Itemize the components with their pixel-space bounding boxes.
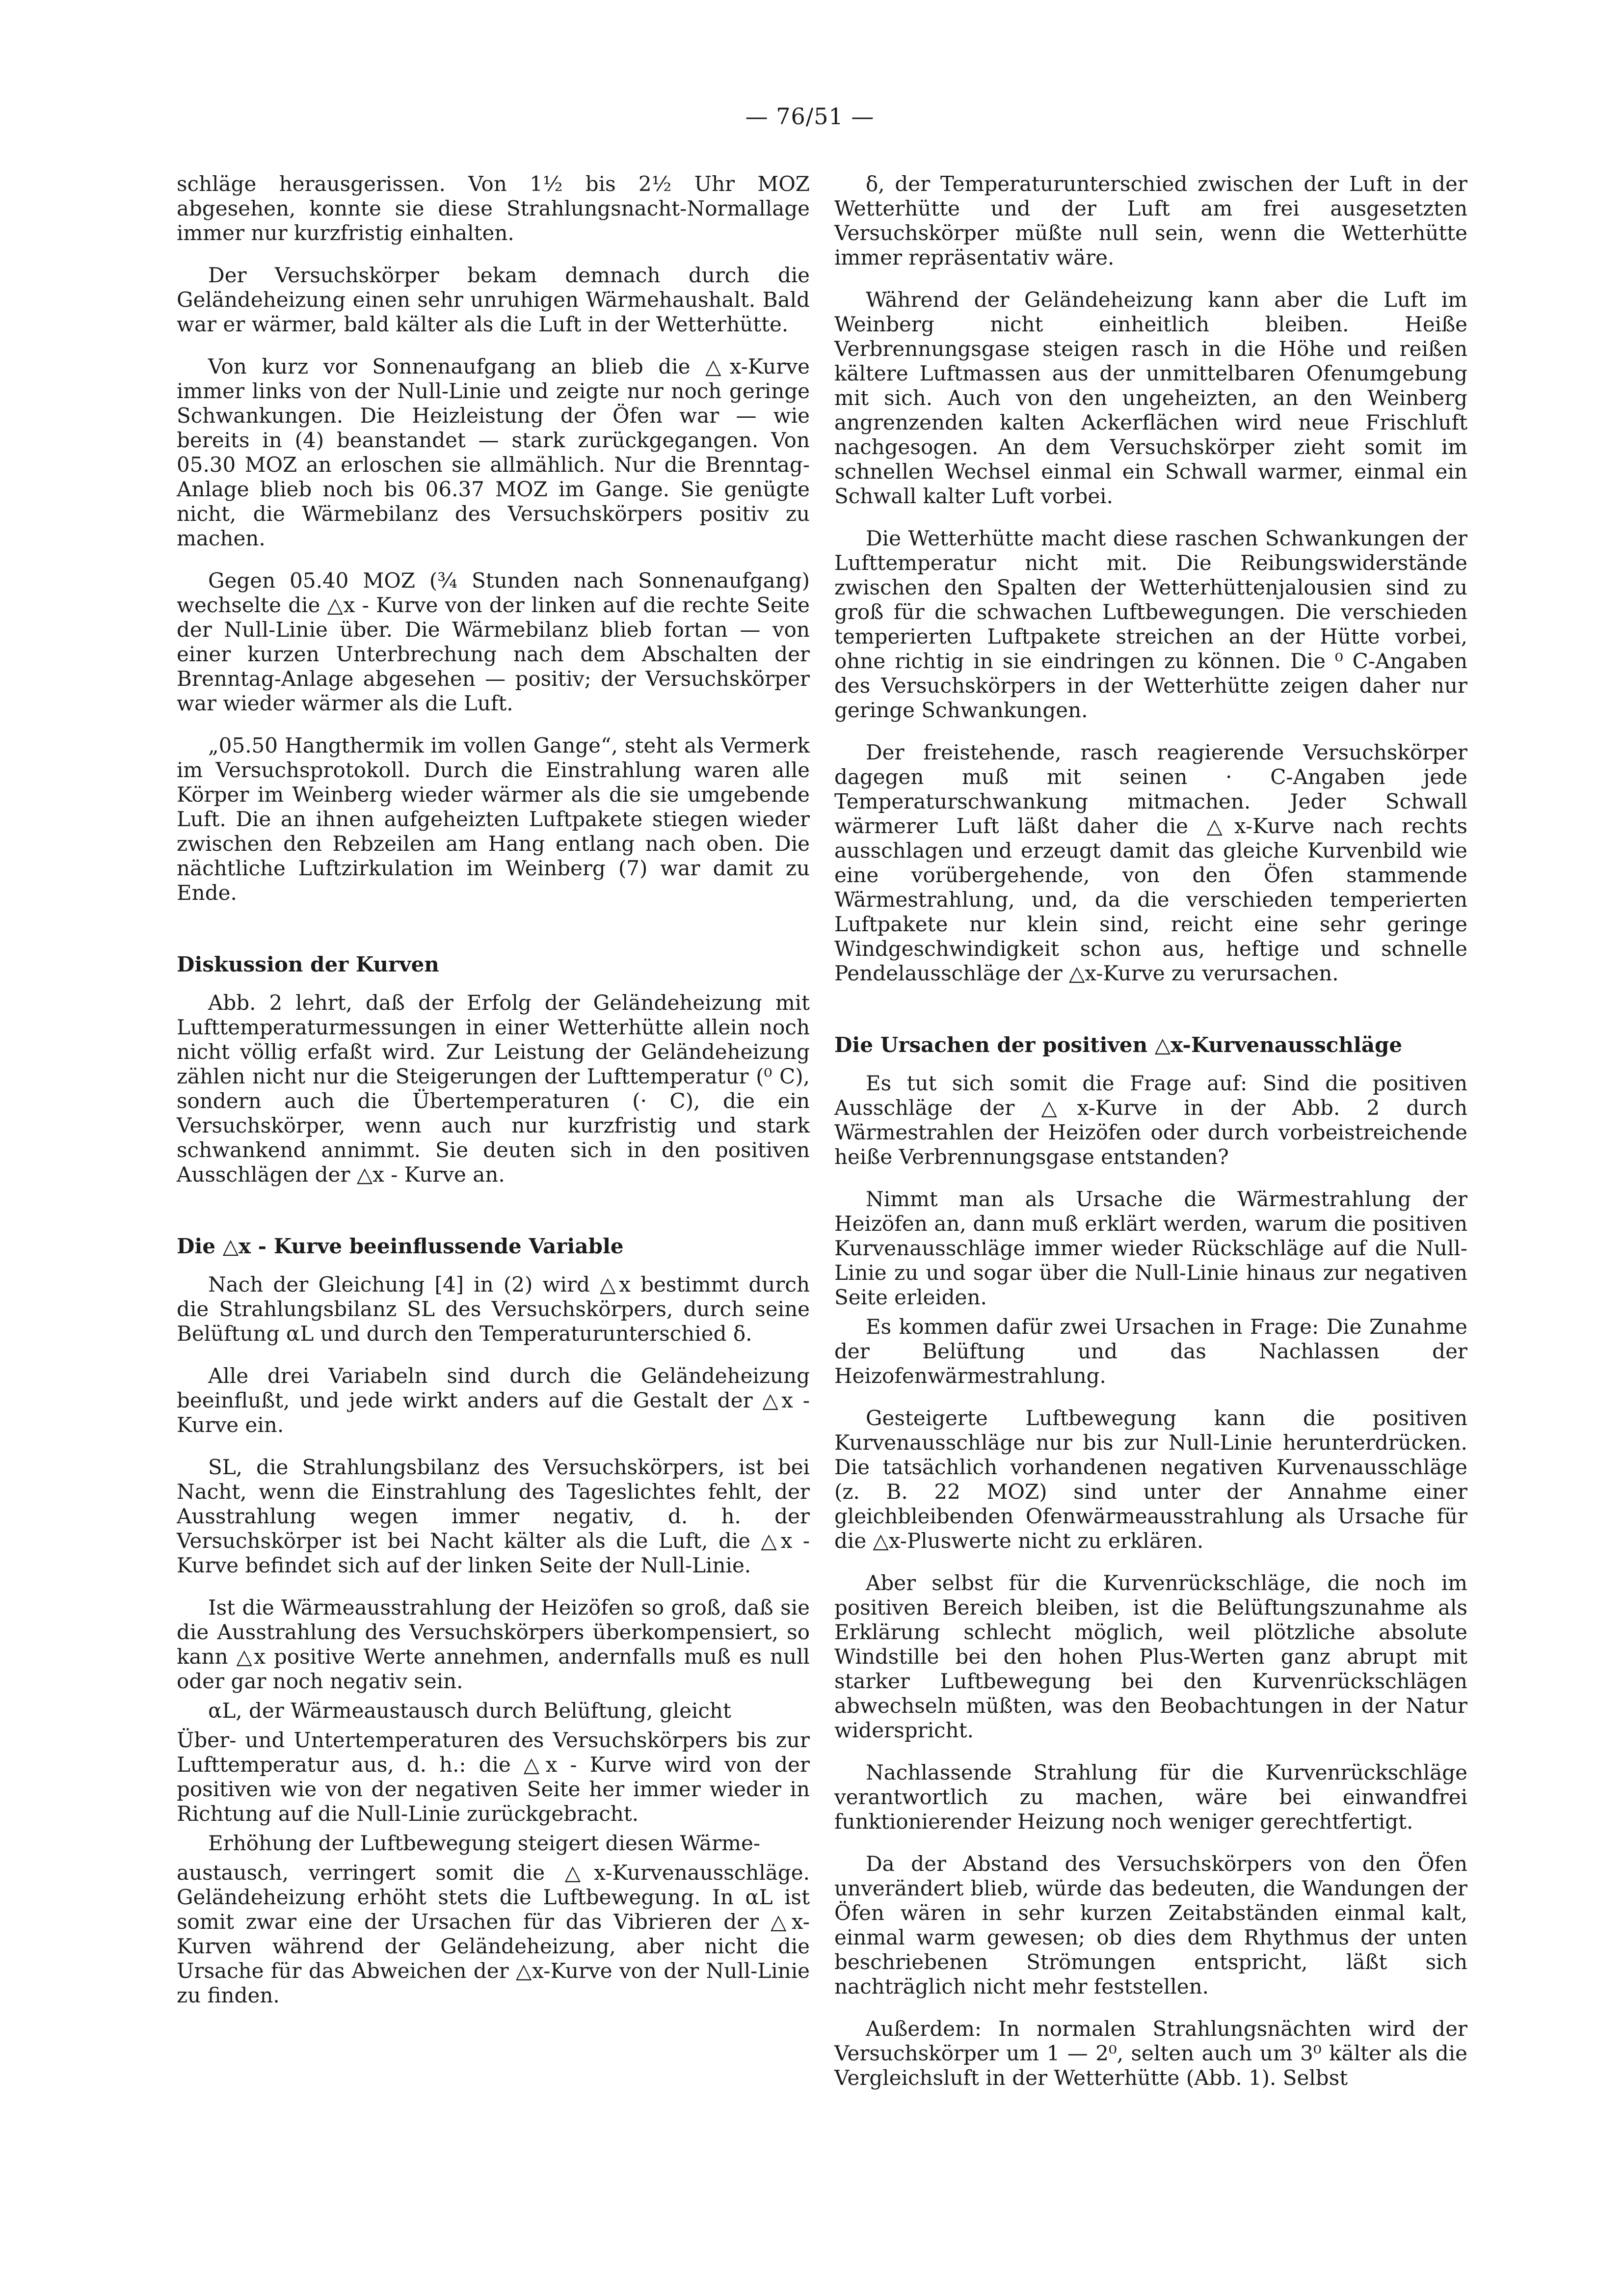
section-heading: Diskussion der Kurven	[177, 952, 439, 976]
paragraph: austausch, verringert somit die △x-Kurvenausschläge. Geländeheizung erhöht stets die Luftbewegung. In αL ist somit zwar eine der Ursachen für das Vibrieren der △x-Kurven während der Geländeheizung, aber nicht die Ursache für das Abweichen der △x-Kurve von der Null-Linie zu finden.	[177, 1861, 810, 2007]
paragraph: Aber selbst für die Kurvenrückschläge, die noch im positiven Bereich bleiben, ist die Belüftungszunahme als Erklärung schlecht möglich, weil plötzliche absolute Windstille bei den hohen Plus-Werten ganz abrupt mit starker Luftbewegung bei den Kurvenrückschlägen abwechseln müßten, was den Beobachtungen in der Natur widerspricht.	[834, 1571, 1467, 1742]
paragraph: δ, der Temperaturunterschied zwischen der Luft in der Wetterhütte und der Luft am frei ausgesetzten Versuchskörper müßte null sein, wenn die Wetterhütte immer repräsentativ wäre.	[834, 172, 1467, 270]
paragraph: Über- und Untertemperaturen des Versuchskörpers bis zur Lufttemperatur aus, d. h.: die △x - Kurve wird von der positiven wie von der negativen Seite her immer wieder in Richtung auf die Null-Linie zurückgebracht.	[177, 1728, 810, 1826]
paragraph: Außerdem: In normalen Strahlungsnächten wird der Versuchskörper um 1 — 2⁰, selten auch um 3⁰ kälter als die Vergleichsluft in der Wetterhütte (Abb. 1). Selbst	[834, 2017, 1467, 2090]
paragraph: Alle drei Variabeln sind durch die Geländeheizung beeinflußt, und jede wirkt anders auf die Gestalt der △x - Kurve ein.	[177, 1364, 810, 1437]
left-column	[177, 172, 810, 2026]
right-column	[834, 172, 1467, 2108]
paragraph: Gegen 05.40 MOZ (¾ Stunden nach Sonnenaufgang) wechselte die △x - Kurve von der linken auf die rechte Seite der Null-Linie über. Die Wärmebilanz blieb fortan — von einer kurzen Unterbrechung nach dem Abschalten der Brenntag-Anlage abgesehen — positiv; der Versuchskörper war wieder wärmer als die Luft.	[177, 568, 810, 715]
page-number: — 76/51 —	[745, 103, 875, 130]
paragraph: Ist die Wärmeausstrahlung der Heizöfen so groß, daß sie die Ausstrahlung des Versuchskörpers überkompensiert, so kann △x positive Werte annehmen, andernfalls muß es null oder gar noch negativ sein.	[177, 1595, 810, 1693]
paragraph: Gesteigerte Luftbewegung kann die positiven Kurvenausschläge nur bis zur Null-Linie herunterdrücken. Die tatsächlich vorhandenen negativen Kurvenausschläge (z. B. 22 MOZ) sind unter der Annahme einer gleichbleibenden Ofenwärmeausstrahlung als Ursache für die △x-Pluswerte nicht zu erklären.	[834, 1406, 1467, 1553]
paragraph: „05.50 Hangthermik im vollen Gange“, steht als Vermerk im Versuchsprotokoll. Durch die Einstrahlung waren alle Körper im Weinberg wieder wärmer als die sie umgebende Luft. Die an ihnen aufgeheizten Luftpakete stiegen wieder zwischen den Rebzeilen am Hang entlang nach oben. Die nächtliche Luftzirkulation im Weinberg (7) war damit zu Ende.	[177, 733, 810, 905]
paragraph: Nimmt man als Ursache die Wärmestrahlung der Heizöfen an, dann muß erklärt werden, warum die positiven Kurvenausschläge immer wieder Rückschläge auf die Null-Linie zu und sogar über die Null-Linie hinaus zur negativen Seite erleiden.	[834, 1187, 1467, 1309]
paragraph: αL, der Wärmeaustausch durch Belüftung, gleicht	[208, 1699, 731, 1723]
paragraph: Der Versuchskörper bekam demnach durch die Geländeheizung einen sehr unruhigen Wärmehaushalt. Bald war er wärmer, bald kälter als die Luft in der Wetterhütte.	[177, 263, 810, 336]
paragraph: Da der Abstand des Versuchskörpers von den Öfen unverändert blieb, würde das bedeuten, die Wandungen der Öfen wären in sehr kurzen Zeitabständen einmal kalt, einmal warm gewesen; ob dies dem Rhythmus der unten beschriebenen Strömungen entspricht, läßt sich nachträglich nicht mehr feststellen.	[834, 1852, 1467, 1999]
paragraph: schläge herausgerissen. Von 1½ bis 2½ Uhr MOZ abgesehen, konnte sie diese Strahlungsnacht-Normallage immer nur kurzfristig einhalten.	[177, 172, 810, 245]
paragraph: Nachlassende Strahlung für die Kurvenrückschläge verantwortlich zu machen, wäre bei einwandfrei funktionierender Heizung noch weniger gerechtfertigt.	[834, 1760, 1467, 1834]
paragraph: Es tut sich somit die Frage auf: Sind die positiven Ausschläge der △x-Kurve in der Abb. 2 durch Wärmestrahlen der Heizöfen oder durch vorbeistreichende heiße Verbrennungsgase entstanden?	[834, 1071, 1467, 1169]
paragraph: Von kurz vor Sonnenaufgang an blieb die △x-Kurve immer links von der Null-Linie und zeigte nur noch geringe Schwankungen. Die Heizleistung der Öfen war — wie bereits in (4) beanstandet — stark zurückgegangen. Von 05.30 MOZ an erloschen sie allmählich. Nur die Brenntag-Anlage blieb noch bis 06.37 MOZ im Gange. Sie genügte nicht, die Wärmebilanz des Versuchskörpers positiv zu machen.	[177, 354, 810, 550]
paragraph: Während der Geländeheizung kann aber die Luft im Weinberg nicht einheitlich bleiben. Heiße Verbrennungsgase steigen rasch in die Höhe und reißen kältere Luftmassen aus der unmittelbaren Ofenumgebung mit sich. Auch von den ungeheizten, an den Weinberg angrenzenden kalten Ackerflächen wird neue Frischluft nachgesogen. An dem Versuchskörper zieht somit im schnellen Wechsel einmal ein Schwall warmer, einmal ein Schwall kalter Luft vorbei.	[834, 288, 1467, 508]
paragraph: Es kommen dafür zwei Ursachen in Frage: Die Zunahme der Belüftung und das Nachlassen der Heizofenwärmestrahlung.	[834, 1315, 1467, 1388]
section-heading: Die △x - Kurve beeinflussende Variable	[177, 1234, 624, 1258]
paragraph: Erhöhung der Luftbewegung steigert diesen Wärme-	[208, 1831, 761, 1855]
paragraph: Der freistehende, rasch reagierende Versuchskörper dagegen muß mit seinen · C-Angaben jede Temperaturschwankung mitmachen. Jeder Schwall wärmerer Luft läßt daher die △x-Kurve nach rechts ausschlagen und erzeugt damit das gleiche Kurvenbild wie eine vorübergehende, von den Öfen stammende Wärmestrahlung, und, da die verschieden temperierten Luftpakete nur klein sind, reicht eine sehr geringe Windgeschwindigkeit schon aus, heftige und schnelle Pendelausschläge der △x-Kurve zu verursachen.	[834, 740, 1467, 985]
paragraph: Abb. 2 lehrt, daß der Erfolg der Geländeheizung mit Lufttemperaturmessungen in einer Wetterhütte allein noch nicht völlig erfaßt wird. Zur Leistung der Geländeheizung zählen nicht nur die Steigerungen der Lufttemperatur (⁰ C), sondern auch die Übertemperaturen (· C), die ein Versuchskörper, wenn auch nur kurzfristig und stark schwankend annimmt. Sie deuten sich in den positiven Ausschlägen der △x - Kurve an.	[177, 991, 810, 1187]
section-heading: Die Ursachen der positiven △x-Kurvenausschläge	[834, 1033, 1403, 1057]
paragraph: Nach der Gleichung [4] in (2) wird △x bestimmt durch die Strahlungsbilanz SL des Versuchskörpers, durch seine Belüftung αL und durch den Temperaturunterschied δ.	[177, 1272, 810, 1346]
paragraph: Die Wetterhütte macht diese raschen Schwankungen der Lufttemperatur nicht mit. Die Reibungswiderstände zwischen den Spalten der Wetterhüttenjalousien sind zu groß für die schwachen Luftbewegungen. Die verschieden temperierten Luftpakete streichen an der Hütte vorbei, ohne richtig in sie eindringen zu können. Die ⁰ C-Angaben des Versuchskörpers in der Wetterhütte zeigen daher nur geringe Schwankungen.	[834, 526, 1467, 722]
paragraph: SL, die Strahlungsbilanz des Versuchskörpers, ist bei Nacht, wenn die Einstrahlung des Tageslichtes fehlt, der Ausstrahlung wegen immer negativ, d. h. der Versuchskörper ist bei Nacht kälter als die Luft, die △x - Kurve befindet sich auf der linken Seite der Null-Linie.	[177, 1455, 810, 1577]
